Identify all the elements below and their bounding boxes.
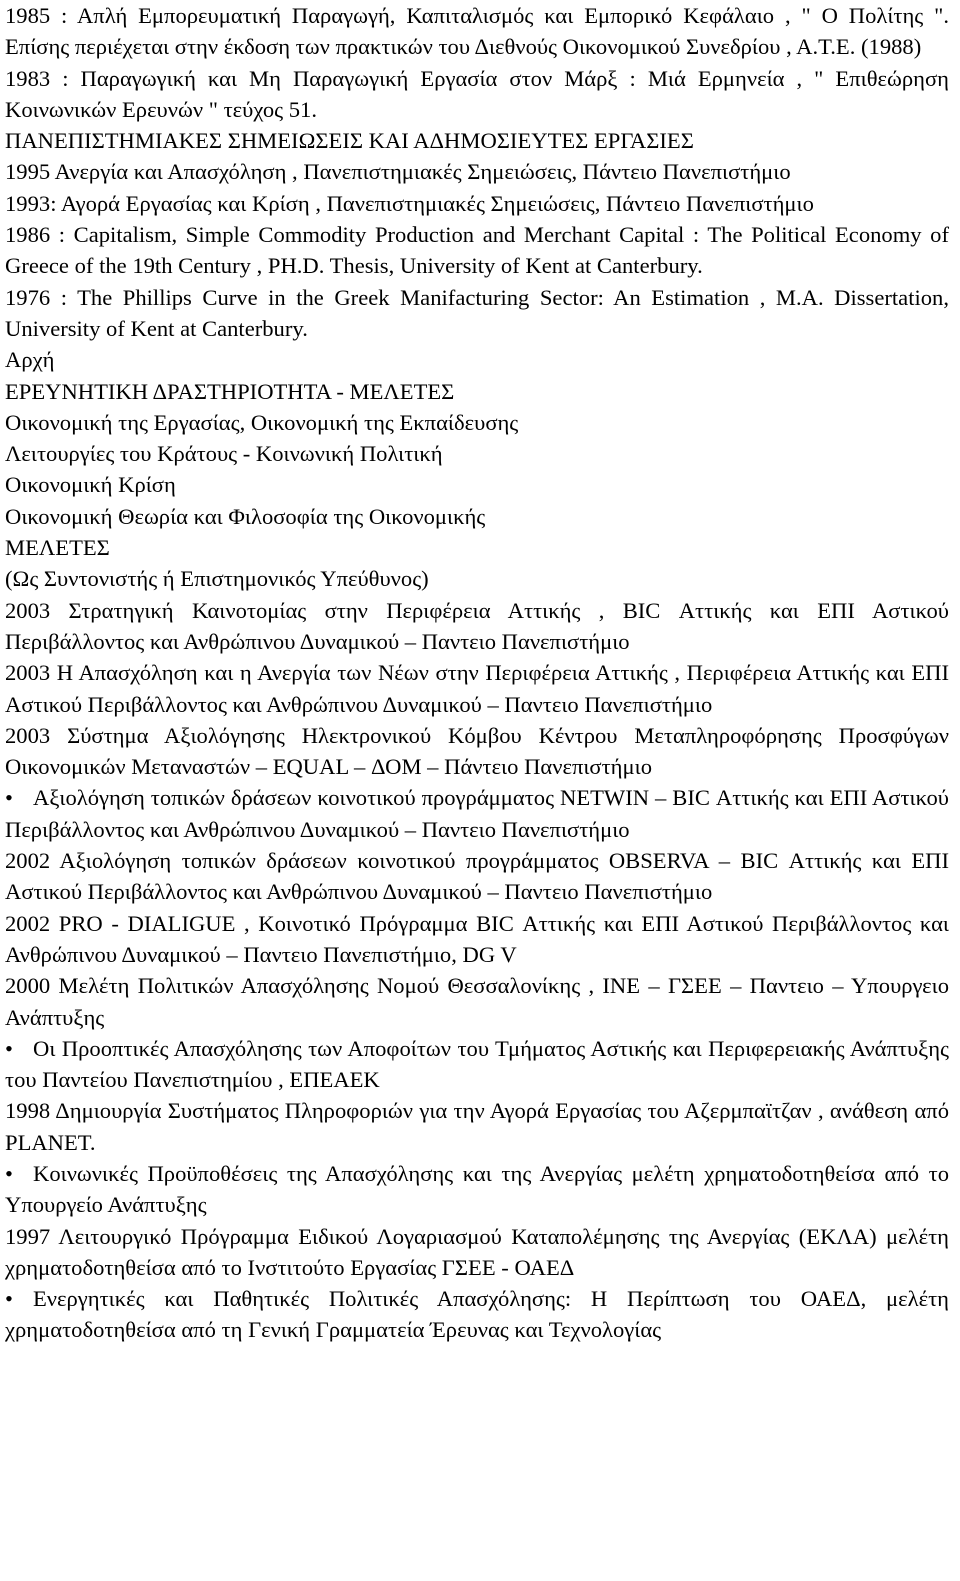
thesis-1986: 1986 : Capitalism, Simple Commodity Production and Merchant Capital : The Political Economy of Greece of the 19th Century , PH.D. Thesis, University of Kent at Canterbury.: [5, 222, 949, 279]
research-topic-labour-economics: Οικονομική της Εργασίας, Οικονομική της Εκπαίδευσης: [5, 409, 519, 435]
section-heading-lecture-notes: ΠΑΝΕΠΙΣΤΗΜΙΑΚΕΣ ΣΗΜΕΙΩΣΕΙΣ ΚΑΙ ΑΔΗΜΟΣΙΕΥΤΕΣ ΕΡΓΑΣΙΕΣ: [5, 128, 694, 154]
study-graduate-prospects: • Οι Προοπτικές Απασχόλησης των Αποφοίτων του Τμήματος Αστικής και Περιφερειακής Ανάπτυξης του Παντείου Πανεπιστημίου , ΕΠΕΑΕΚ: [5, 1033, 949, 1096]
study-social-conditions: • Κοινωνικές Προϋποθέσεις της Απασχόλησης και της Ανεργίας μελέτη χρηματοδοτηθείσα από το Υπουργείο Ανάπτυξης: [5, 1158, 949, 1221]
research-topic-economic-theory: Οικονομική Θεωρία και Φιλοσοφία της Οικονομικής: [5, 503, 486, 529]
home-link[interactable]: Αρχή: [5, 347, 55, 373]
section-heading-studies: ΜΕΛΕΤΕΣ: [5, 535, 110, 561]
section-heading-research: ΕΡΕΥΝΗΤΙΚΗ ΔΡΑΣΤΗΡΙΟΤΗΤΑ - ΜΕΛΕΤΕΣ: [5, 378, 455, 404]
lecture-notes-1993: 1993: Αγορά Εργασίας και Κρίση , Πανεπιστημιακές Σημειώσεις, Πάντειο Πανεπιστήμιο: [5, 190, 814, 216]
studies-subtitle: (Ως Συντονιστής ή Επιστημονικός Υπεύθυνος): [5, 566, 429, 592]
study-netwin-evaluation: • Αξιολόγηση τοπικών δράσεων κοινοτικού προγράμματος NETWIN – BIC Αττικής και ΕΠΙ Αστικού Περιβάλλοντος και Ανθρώπινου Δυναμικού – Παντειο Πανεπιστήμιο: [5, 782, 949, 845]
research-topic-economic-crisis: Οικονομική Κρίση: [5, 472, 176, 498]
study-active-passive-policies: • Ενεργητικές και Παθητικές Πολιτικές Απασχόλησης: Η Περίπτωση του ΟΑΕΔ, μελέτη χρηματοδοτηθείσα από τη Γενική Γραμματεία Έρευνας και Τεχνολογίας: [5, 1283, 949, 1346]
study-2002-pro-dialigue: 2002 PRO - DIALIGUE , Κοινοτικό Πρόγραμμα BIC Αττικής και ΕΠΙ Αστικού Περιβάλλοντος και Ανθρώπινου Δυναμικού – Παντειο Πανεπιστήμιο, DG V: [5, 910, 949, 967]
study-1998-azerbaijan: 1998 Δημιουργία Συστήματος Πληροφοριών για την Αγορά Εργασίας του Αζερμπαϊτζαν , ανάθεση από PLANET.: [5, 1098, 949, 1155]
research-topic-state-functions: Λειτουργίες του Κράτους - Κοινωνική Πολιτική: [5, 441, 443, 467]
lecture-notes-1995: 1995 Ανεργία και Απασχόληση , Πανεπιστημιακές Σημειώσεις, Πάντειο Πανεπιστήμιο: [5, 159, 791, 185]
study-2000-thessaloniki: 2000 Μελέτη Πολιτικών Απασχόλησης Νομού Θεσσαλονίκης , ΙΝΕ – ΓΣΕΕ – Παντειο – Υπουργειο Ανάπτυξης: [5, 973, 949, 1030]
study-2003-youth-employment: 2003 Η Απασχόληση και η Ανεργία των Νέων στην Περιφέρεια Αττικής , Περιφέρεια Αττικής και ΕΠΙ Αστικού Περιβάλλοντος και Ανθρώπινου Δυναμικού – Παντειο Πανεπιστήμιο: [5, 660, 949, 717]
study-2002-observa: 2002 Αξιολόγηση τοπικών δράσεων κοινοτικού προγράμματος OBSERVA – BIC Αττικής και ΕΠΙ Αστικού Περιβάλλοντος και Ανθρώπινου Δυναμικού – Παντειο Πανεπιστήμιο: [5, 848, 949, 905]
dissertation-1976: 1976 : The Phillips Curve in the Greek Manifacturing Sector: An Estimation , M.A. Dissertation, University of Kent at Canterbury.: [5, 284, 949, 341]
publication-1983: 1983 : Παραγωγική και Μη Παραγωγική Εργασία στον Μάρξ : Μιά Ερμηνεία , " Επιθεώρηση Κοινωνικών Ερευνών " τεύχος 51.: [5, 65, 949, 122]
study-1997-ekla: 1997 Λειτουργικό Πρόγραμμα Ειδικού Λογαριασμού Καταπολέμησης της Ανεργίας (ΕΚΛΑ) μελέτη χρηματοδοτηθείσα από το Ινστιτούτο Εργασίας ΓΣΕΕ - ΟΑΕΔ: [5, 1223, 949, 1280]
publication-1985: 1985 : Απλή Εμπορευματική Παραγωγή, Καπιταλισμός και Εμπορικό Κεφάλαιο , " Ο Πολίτης ". Επίσης περιέχεται στην έκδοση των πρακτικών του Διεθνούς Οικονομικού Συνεδρίου , Α.Τ.Ε. (1988): [5, 3, 949, 60]
document-page: [5, 0, 949, 1346]
study-2003-innovation: 2003 Στρατηγική Καινοτομίας στην Περιφέρεια Αττικής , BIC Αττικής και ΕΠΙ Αστικού Περιβάλλοντος και Ανθρώπινου Δυναμικού – Παντειο Πανεπιστήμιο: [5, 597, 949, 654]
study-2003-evaluation-system: 2003 Σύστημα Αξιολόγησης Ηλεκτρονικού Κόμβου Κέντρου Μεταπληροφόρησης Προσφύγων Οικονομικών Μεταναστών – EQUAL – ΔΟΜ – Πάντειο Πανεπιστήμιο: [5, 722, 949, 780]
